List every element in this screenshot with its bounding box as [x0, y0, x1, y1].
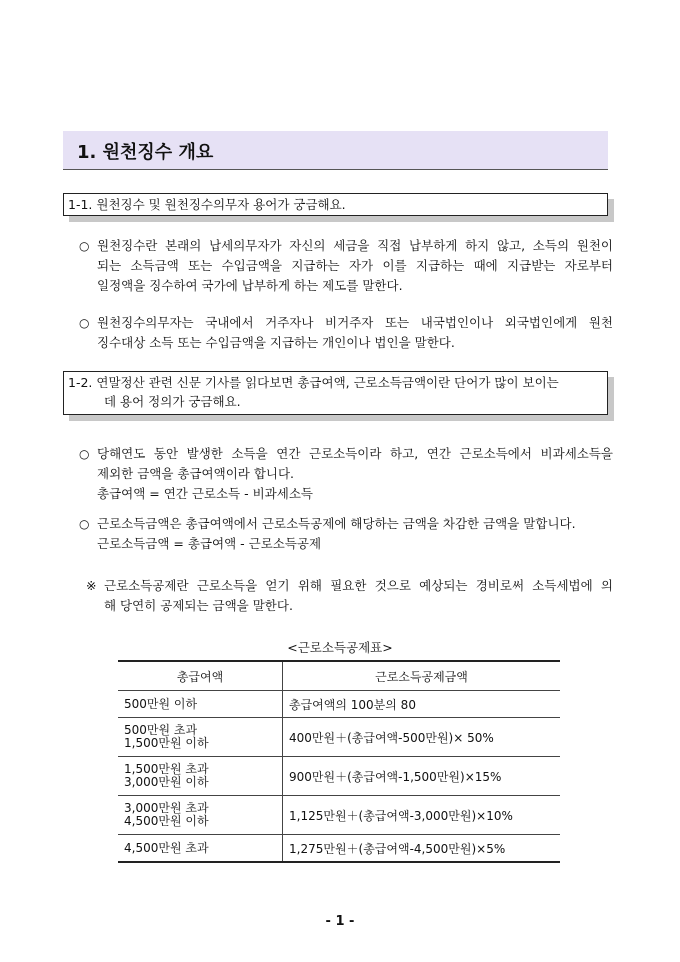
table-row [118, 691, 560, 718]
page-number: - 1 - [325, 914, 355, 929]
paragraph-line: 일정액을 징수하여 국가에 납부하게 하는 제도를 말한다. [97, 278, 403, 293]
range-line: 3,000만원 초과 [124, 801, 209, 815]
range-line: 4,500만원 이하 [124, 814, 209, 828]
bullet-circle: ○ [79, 517, 90, 531]
paragraph-withholding-definition [97, 236, 613, 296]
paragraph-earned-income [97, 514, 613, 554]
range-cell [118, 796, 283, 835]
range-cell [118, 835, 283, 863]
deduction-cell: 900만원＋(총급여액-1,500만원)×15% [283, 757, 561, 796]
paragraph-line: 징수대상 소득 또는 수입금액을 지급하는 개인이나 법인을 말한다. [97, 335, 455, 350]
note-line: 해 당연히 공제되는 금액을 말한다. [104, 598, 293, 613]
note-line: 근로소득공제란 근로소득을 얻기 위해 필요한 것으로 예상되는 경비로써 소득세법에 의 [104, 578, 613, 593]
formula-line: 근로소득금액 = 총급여액 - 근로소득공제 [97, 536, 322, 551]
header-total-salary: 총급여액 [118, 661, 283, 691]
deduction-cell: 1,125만원＋(총급여액-3,000만원)×10% [283, 796, 561, 835]
paragraph-line: 근로소득금액은 총급여액에서 근로소득공제에 해당하는 금액을 차감한 금액을 말합니다. [97, 516, 576, 531]
range-line: 1,500만원 초과 [124, 762, 209, 776]
range-line: 3,000만원 이하 [124, 775, 209, 789]
formula-line: 총급여액 = 연간 근로소득 - 비과세소득 [97, 486, 313, 501]
range-line: 500만원 이하 [124, 696, 198, 711]
table-row [118, 796, 560, 835]
table-caption: <근로소득공제표> [287, 640, 393, 655]
note-mark: ※ [86, 578, 97, 593]
section-heading [63, 131, 608, 170]
range-line: 500만원 초과 [124, 723, 198, 737]
paragraph-line: 원천징수란 본래의 납세의무자가 자신의 세금을 직접 납부하게 하지 않고, 소득의 원천이 [97, 238, 613, 253]
range-line: 4,500만원 초과 [124, 840, 209, 855]
question-box-1-1 [63, 193, 608, 216]
question-1-2-line1: 1-2. 연말정산 관련 신문 기사를 읽다보면 총급여액, 근로소득금액이란 단어가 많이 보이는 [68, 375, 559, 390]
paragraph-line: 당해연도 동안 발생한 소득을 연간 근로소득이라 하고, 연간 근로소득에서 비과세소득을 [97, 446, 613, 461]
deduction-cell: 400만원＋(총급여액-500만원)× 50% [283, 718, 561, 757]
table-header-row [118, 661, 560, 691]
paragraph-total-salary [97, 444, 613, 504]
question-1-1-text: 1-1. 원천징수 및 원천징수의무자 용어가 궁금해요. [68, 197, 346, 212]
range-line: 1,500만원 이하 [124, 736, 209, 750]
section-title: 1. 원천징수 개요 [77, 142, 214, 163]
range-cell [118, 757, 283, 796]
table-row [118, 757, 560, 796]
paragraph-withholding-agent [97, 313, 613, 353]
question-1-2-line2: 데 용어 정의가 궁금해요. [104, 394, 241, 409]
range-cell [118, 691, 283, 718]
deduction-cell: 총급여액의 100분의 80 [283, 691, 561, 718]
question-box-1-2 [63, 371, 608, 415]
deduction-cell: 1,275만원＋(총급여액-4,500만원)×5% [283, 835, 561, 863]
paragraph-line: 제외한 금액을 총급여액이라 합니다. [97, 466, 295, 481]
deduction-table [118, 660, 560, 863]
table-row [118, 718, 560, 757]
bullet-circle: ○ [79, 239, 90, 253]
note-earned-income-deduction [104, 576, 613, 616]
bullet-circle: ○ [79, 447, 90, 461]
paragraph-line: 되는 소득금액 또는 수입금액을 지급하는 자가 이를 지급하는 때에 지급받는 자로부터 [97, 258, 613, 273]
range-cell [118, 718, 283, 757]
paragraph-line: 원천징수의무자는 국내에서 거주자나 비거주자 또는 내국법인이나 외국법인에게 원천 [97, 315, 613, 330]
header-deduction-amount: 근로소득공제금액 [283, 661, 561, 691]
bullet-circle: ○ [79, 316, 90, 330]
table-row [118, 835, 560, 863]
